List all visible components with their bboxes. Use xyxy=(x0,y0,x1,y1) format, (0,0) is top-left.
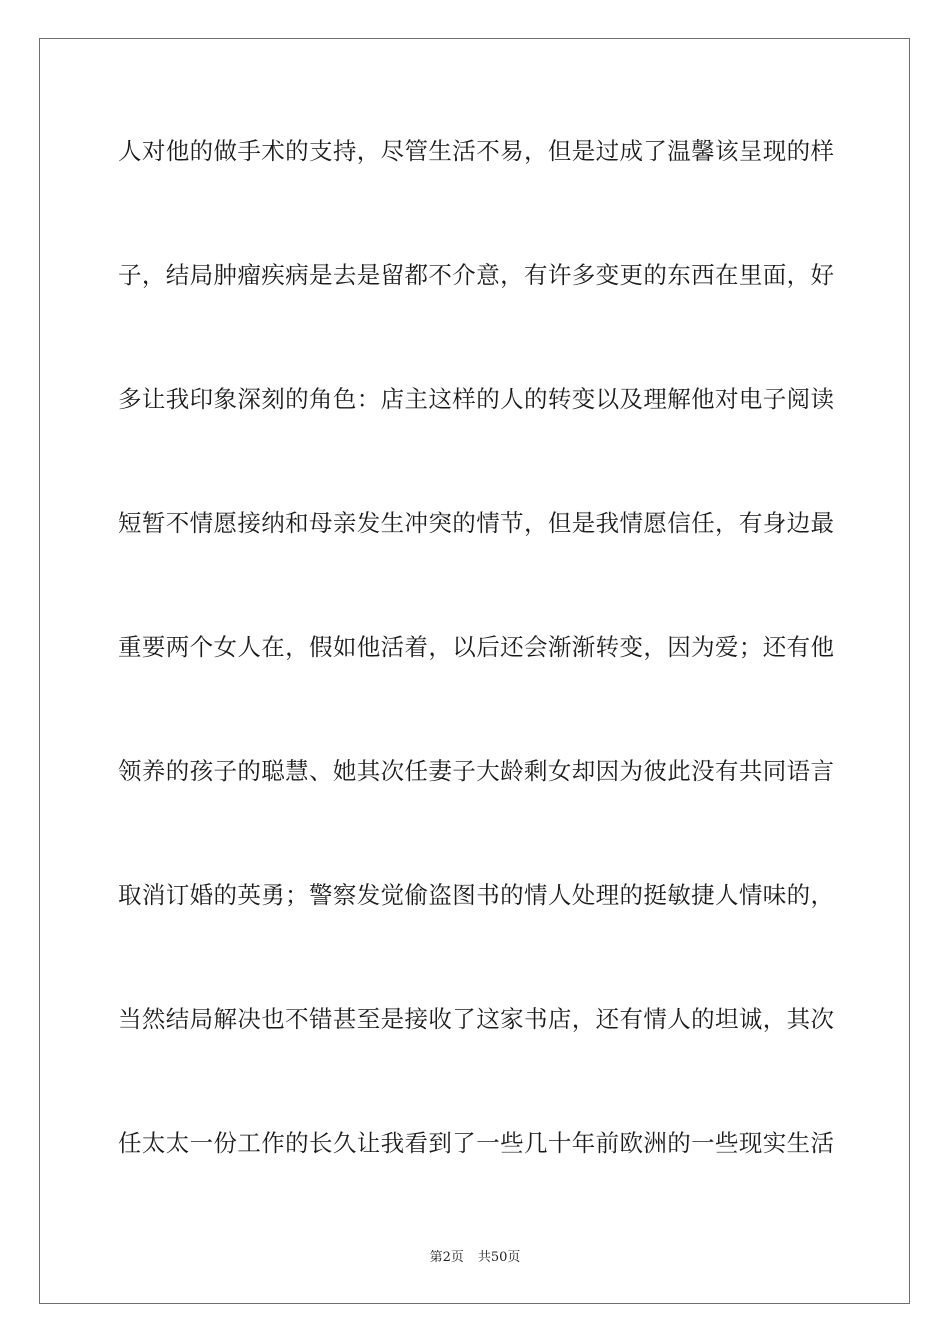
paragraph-line: 多让我印象深刻的角色：店主这样的人的转变以及理解他对电子阅读 xyxy=(118,385,834,413)
paragraph-line: 任太太一份工作的长久让我看到了一些几十年前欧洲的一些现实生活 xyxy=(118,1129,834,1157)
page-number-total: 共50页 xyxy=(477,1250,521,1265)
paragraph-line: 重要两个女人在，假如他活着，以后还会渐渐转变，因为爱；还有他 xyxy=(118,633,834,661)
paragraph-line: 取消订婚的英勇；警察发觉偷盗图书的情人处理的挺敏捷人情味的， xyxy=(118,881,834,909)
paragraph-line: 短暂不情愿接纳和母亲发生冲突的情节，但是我情愿信任，有身边最 xyxy=(118,509,834,537)
page-number-current: 第2页 xyxy=(429,1250,464,1265)
paragraph-line: 人对他的做手术的支持，尽管生活不易，但是过成了温馨该呈现的样 xyxy=(118,137,834,165)
paragraph-line: 子，结局肿瘤疾病是去是留都不介意，有许多变更的东西在里面，好 xyxy=(118,261,834,289)
document-body xyxy=(118,126,834,1242)
page-footer xyxy=(0,1246,950,1265)
paragraph-line: 当然结局解决也不错甚至是接收了这家书店，还有情人的坦诚，其次 xyxy=(118,1005,834,1033)
paragraph-line: 领养的孩子的聪慧、她其次任妻子大龄剩女却因为彼此没有共同语言 xyxy=(118,757,834,785)
